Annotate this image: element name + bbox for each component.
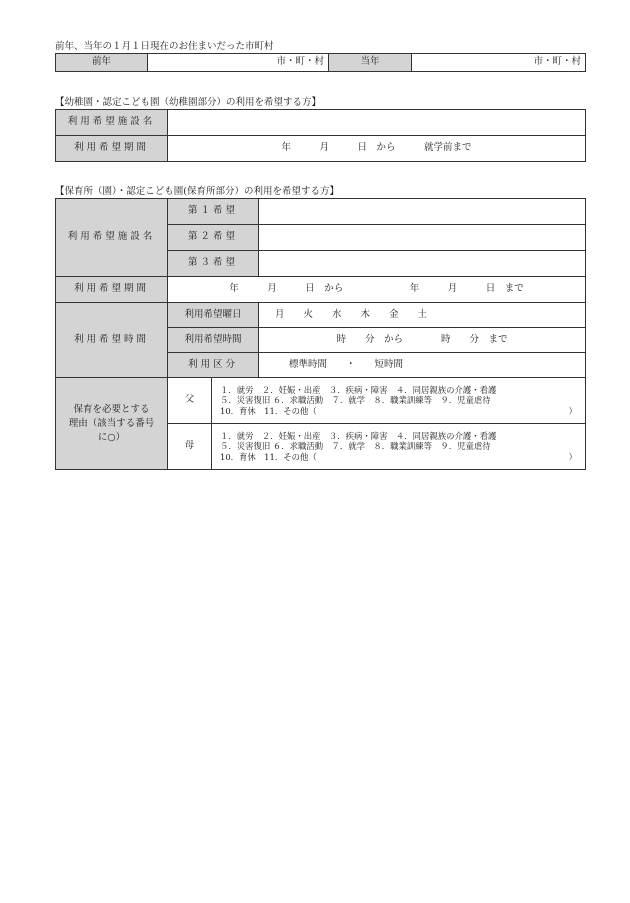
kindergarten-table: [55, 109, 586, 162]
nursery-facility-label: 利用希望施設名: [56, 199, 168, 277]
father-reason-close: ）: [568, 405, 578, 416]
nursery-time-label: 利用希望時間: [56, 303, 168, 378]
curr-year-municipality[interactable]: 市・町・村: [412, 54, 586, 72]
prev-year-label: 前年: [56, 54, 148, 72]
residence-caption: 前年、当年の１月１日現在のお住まいだった市町村: [55, 41, 274, 52]
category-field[interactable]: 標準時間 ・ 短時間: [259, 353, 586, 378]
mother-reason-other[interactable]: 10．育休 11．その他（: [220, 451, 317, 462]
reason-label-line2: 理由（該当する番号: [68, 417, 155, 429]
mother-reason-close: ）: [568, 451, 578, 462]
hours-field[interactable]: 時 分 から 時 分 まで: [259, 328, 586, 353]
prev-year-municipality[interactable]: 市・町・村: [148, 54, 329, 72]
choice-2-label: 第２希望: [168, 225, 259, 251]
kg-period-label: 利用希望期間: [56, 136, 168, 162]
kg-period-field[interactable]: 年 月 日 から 就学前まで: [168, 136, 586, 162]
category-label: 利用区分: [168, 353, 259, 378]
father-reason-line2[interactable]: ５．災害復旧 ６．求職活動 ７．就学 ８．職業訓練等 ９．児童虐待: [220, 395, 491, 406]
kindergarten-caption: 【幼稚園・認定こども園（幼稚園部分）の利用を希望する方】: [55, 97, 322, 108]
choice-1-label: 第１希望: [168, 199, 259, 225]
residence-table: [55, 53, 586, 72]
reason-label: [56, 378, 168, 470]
reason-label-line3: に○）: [97, 431, 126, 443]
father-reason-options[interactable]: [212, 378, 586, 424]
nursery-caption: 【保育所（園）・認定こども園(保育所部分）の利用を希望する方】: [55, 186, 339, 197]
mother-reason-line3[interactable]: [220, 452, 581, 463]
nursery-period-field[interactable]: 年 月 日 から 年 月 日 まで: [168, 277, 586, 303]
kg-facility-label: 利用希望施設名: [56, 110, 168, 136]
days-field[interactable]: 月 火 水 木 金 土: [259, 303, 586, 328]
nursery-table: [55, 198, 586, 470]
hours-label: 利用希望時間: [168, 328, 259, 353]
choice-2-field[interactable]: [259, 225, 586, 251]
choice-3-label: 第３希望: [168, 251, 259, 277]
days-label: 利用希望曜日: [168, 303, 259, 328]
mother-reason-line1[interactable]: １．就労 ２．妊娠・出産 ３．疾病・障害 ４．同居親族の介護・看護: [220, 430, 497, 441]
mother-reason-options[interactable]: [212, 424, 586, 470]
curr-year-label: 当年: [329, 54, 412, 72]
mother-label: 母: [168, 424, 212, 470]
choice-3-field[interactable]: [259, 251, 586, 277]
father-reason-line3[interactable]: [220, 406, 581, 417]
father-label: 父: [168, 378, 212, 424]
father-reason-other[interactable]: 10．育休 11．その他（: [220, 405, 317, 416]
reason-label-line1: 保育を必要とする: [73, 403, 150, 415]
kg-facility-field[interactable]: [168, 110, 586, 136]
choice-1-field[interactable]: [259, 199, 586, 225]
mother-reason-line2[interactable]: ５．災害復旧 ６．求職活動 ７．就学 ８．職業訓練等 ９．児童虐待: [220, 441, 491, 452]
nursery-period-label: 利用希望期間: [56, 277, 168, 303]
father-reason-line1[interactable]: １．就労 ２．妊娠・出産 ３．疾病・障害 ４．同居親族の介護・看護: [220, 384, 497, 395]
